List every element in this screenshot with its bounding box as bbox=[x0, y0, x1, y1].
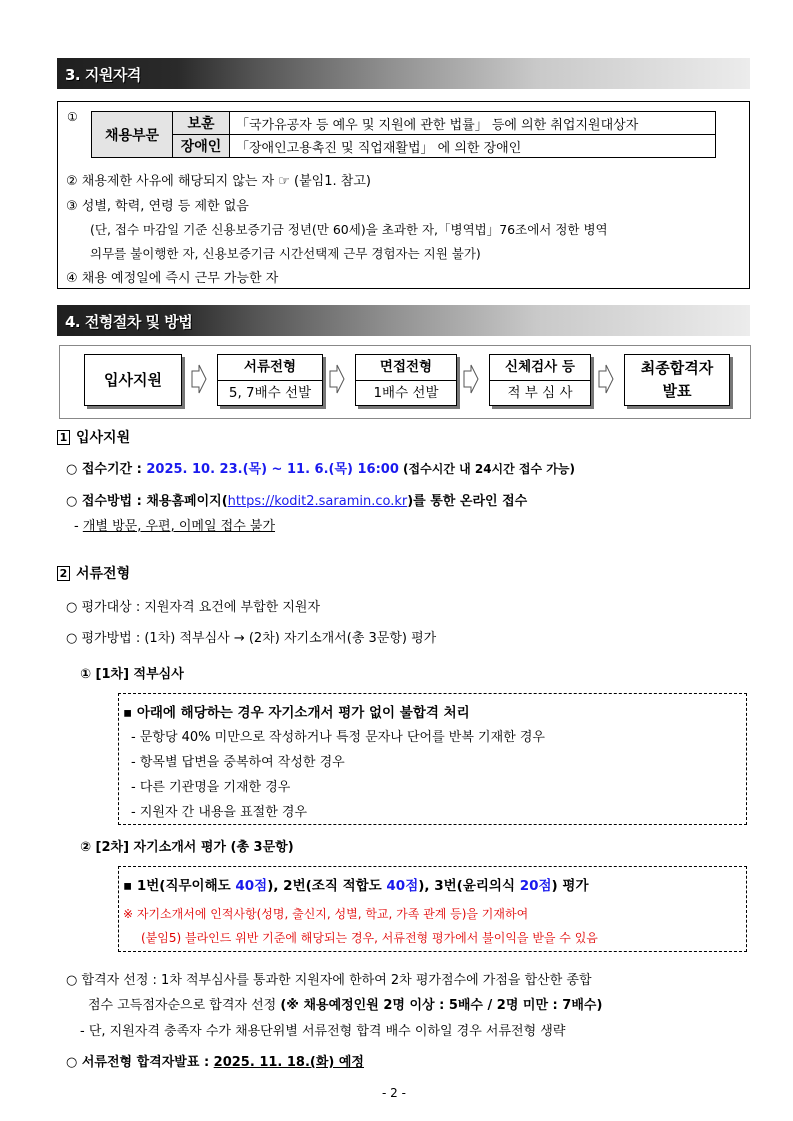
step-document bbox=[217, 354, 323, 406]
qual-item3: ③ 성별, 학력, 연령 등 제한 없음 bbox=[66, 199, 249, 214]
step1-title: ① [1차] 적부심사 bbox=[80, 667, 184, 682]
step-medical bbox=[489, 354, 591, 406]
announce bbox=[66, 1051, 364, 1070]
step2-p1: ▪ 1번(직무이해도 bbox=[123, 878, 236, 894]
apply-note-text: 개별 방문, 우편, 이메일 접수 불가 bbox=[82, 519, 276, 534]
arrow-right-icon bbox=[329, 364, 345, 394]
step-document-bottom: 5, 7배수 선발 bbox=[228, 385, 312, 401]
section4-title: 4. 전형절차 및 방법 bbox=[65, 313, 193, 331]
step2-p2: ), 2번(조직 적합도 bbox=[267, 878, 387, 894]
section3-header bbox=[57, 58, 750, 89]
row2-desc: 「장애인고용촉진 및 직업재활법」 에 의한 장애인 bbox=[230, 135, 716, 158]
section4-header bbox=[57, 305, 750, 336]
apply-method bbox=[66, 490, 527, 509]
apply-method-suffix: )를 통한 온라인 접수 bbox=[407, 494, 528, 509]
document-method: ○ 평가방법 : (1차) 적부심사 → (2차) 자기소개서(총 3문항) 평가 bbox=[66, 631, 437, 646]
apply-heading bbox=[57, 427, 130, 447]
page-number: - 2 - bbox=[382, 1086, 406, 1100]
document-number: 2 bbox=[57, 566, 70, 581]
apply-period-value: 2025. 10. 23.(목) ~ 11. 6.(목) 16:00 bbox=[146, 462, 399, 477]
step-interview bbox=[355, 354, 457, 406]
apply-method-note bbox=[74, 515, 275, 534]
step2-title: ② [2차] 자기소개서 평가 (총 3문항) bbox=[80, 840, 294, 855]
item1-marker: ① bbox=[67, 110, 78, 124]
qual-item3-note1: (단, 접수 마감일 기준 신용보증기금 정년(만 60세)을 초과한 자,「병역법」76조에서 정한 병역 bbox=[90, 222, 608, 237]
apply-period-label: ○ 접수기간 : bbox=[66, 462, 147, 477]
arrow-right-icon bbox=[191, 364, 207, 394]
step-final bbox=[624, 354, 730, 406]
qual-item4: ④ 채용 예정일에 즉시 근무 가능한 자 bbox=[66, 271, 279, 286]
step-interview-top: 면접전형 bbox=[356, 355, 456, 381]
apply-number: 1 bbox=[57, 430, 70, 445]
step-medical-top: 신체검사 등 bbox=[490, 355, 590, 381]
step1-box-title: ▪ 아래에 해당하는 경우 자기소개서 평가 없이 불합격 처리 bbox=[123, 705, 470, 721]
apply-note-dash: - bbox=[74, 519, 83, 534]
step-final-line1: 최종합격자 bbox=[640, 359, 714, 377]
row1-type: 보훈 bbox=[173, 112, 230, 135]
step1-item-1: - 문항당 40% 미만으로 작성하거나 특정 문자나 단어를 반복 기재한 경우 bbox=[131, 730, 545, 745]
arrow-right-icon bbox=[463, 364, 479, 394]
step2-v1: 40점 bbox=[235, 878, 268, 894]
apply-period-note: (접수시간 내 24시간 접수 가능) bbox=[398, 462, 575, 476]
step-interview-bottom: 1배수 선발 bbox=[373, 385, 439, 401]
announce-label: ○ 서류전형 합격자발표 : bbox=[66, 1055, 214, 1070]
arrow-right-icon bbox=[598, 364, 614, 394]
section3-title: 3. 지원자격 bbox=[65, 66, 141, 84]
row2-type: 장애인 bbox=[173, 135, 230, 158]
select-line-1: ○ 합격자 선정 : 1차 적부심사를 통과한 지원자에 한하여 2차 평가점수에 가점을 합산한 종합 bbox=[66, 973, 592, 988]
qual-item3-note2: 의무를 불이행한 자, 신용보증기금 시간선택제 근무 경험자는 지원 불가) bbox=[90, 246, 481, 261]
select-line-2b: (※ 채용예정인원 2명 이상 : 5배수 / 2명 미만 : 7배수) bbox=[280, 998, 603, 1013]
step-final-line2: 발표 bbox=[662, 382, 692, 400]
step1-item-4: - 지원자 간 내용을 표절한 경우 bbox=[131, 805, 308, 820]
document-heading bbox=[57, 563, 130, 583]
select-line-2a: 점수 고득점자순으로 합격자 선정 bbox=[88, 998, 281, 1013]
step2-warning-2: (붙임5) 블라인드 위반 기준에 해당되는 경우, 서류전형 평가에서 불이익을 받을 수 있음 bbox=[141, 931, 598, 945]
step2-v2: 40점 bbox=[386, 878, 419, 894]
announce-value: 2025. 11. 18.(화) 예정 bbox=[213, 1055, 364, 1070]
step1-item-3: - 다른 기관명을 기재한 경우 bbox=[131, 780, 291, 795]
apply-method-label: ○ 접수방법 : 채용홈페이지( bbox=[66, 494, 228, 509]
step2-p4: ) 평가 bbox=[551, 878, 589, 894]
apply-period bbox=[66, 458, 575, 477]
apply-title: 입사지원 bbox=[76, 430, 131, 446]
step2-p3: ), 3번(윤리의식 bbox=[418, 878, 520, 894]
recruit-site-link[interactable]: https://kodit2.saramin.co.kr bbox=[227, 494, 408, 509]
select-line-2 bbox=[88, 994, 602, 1013]
row1-desc: 「국가유공자 등 예우 및 지원에 관한 법률」 등에 의한 취업지원대상자 bbox=[230, 112, 716, 135]
step-apply: 입사지원 bbox=[84, 354, 182, 406]
category-cell: 채용부문 bbox=[92, 112, 173, 158]
document-title: 서류전형 bbox=[76, 566, 131, 582]
step2-v3: 20점 bbox=[519, 878, 552, 894]
step1-item-2: - 항목별 답변을 중복하여 작성한 경우 bbox=[131, 755, 345, 770]
step-document-top: 서류전형 bbox=[218, 355, 322, 381]
step-medical-bottom: 적 부 심 사 bbox=[507, 385, 573, 401]
recruit-category-table bbox=[91, 111, 716, 158]
step2-box-title bbox=[123, 874, 588, 894]
document-target: ○ 평가대상 : 지원자격 요건에 부합한 지원자 bbox=[66, 600, 321, 615]
step2-warning-1: ※ 자기소개서에 인적사항(성명, 출신지, 성별, 학교, 가족 관계 등)을 기재하여 bbox=[123, 907, 529, 921]
qual-item2: ② 채용제한 사유에 해당되지 않는 자 ☞ (붙임1. 참고) bbox=[66, 174, 371, 189]
select-note: - 단, 지원자격 충족자 수가 채용단위별 서류전형 합격 배수 이하일 경우 서류전형 생략 bbox=[80, 1024, 566, 1039]
